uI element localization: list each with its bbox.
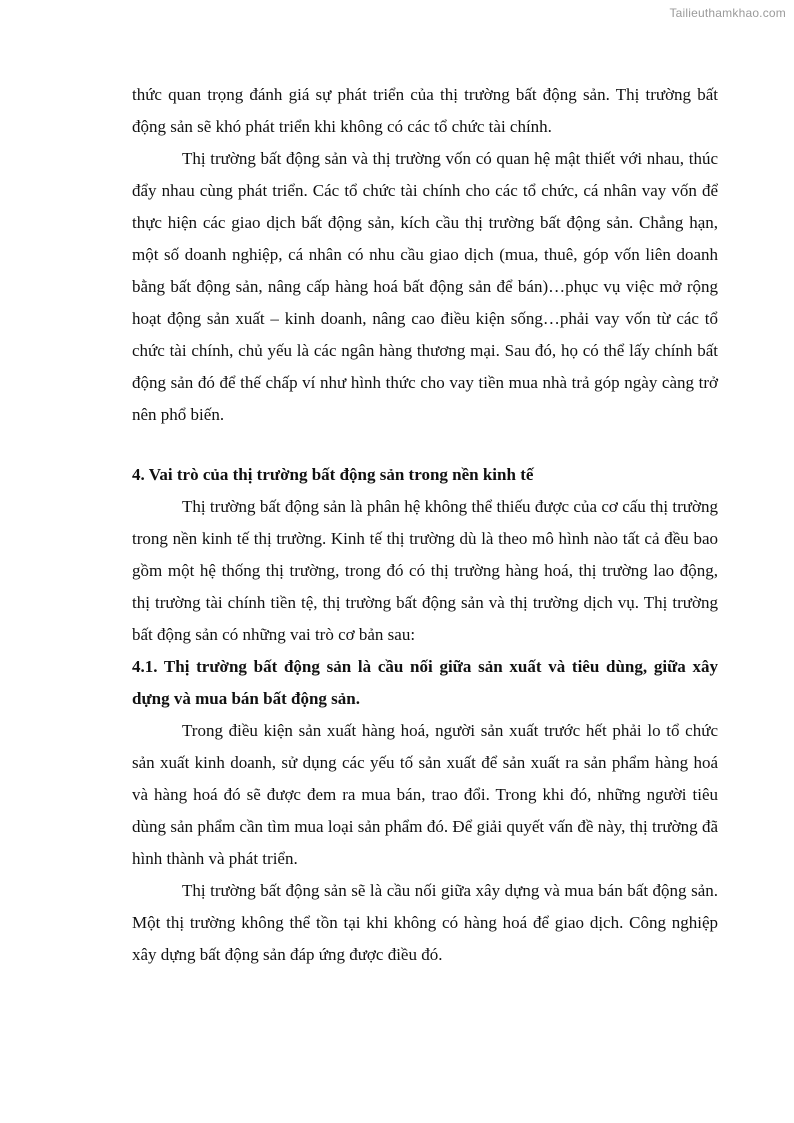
watermark-text: Tailieuthamkhao.com — [669, 6, 786, 20]
section-spacer — [132, 431, 718, 459]
subsection-heading-4-1: 4.1. Thị trường bất động sản là cầu nối giữa sản xuất và tiêu dùng, giữa xây dựng và mua bán bất động sản. — [132, 657, 718, 708]
paragraph-market-role: Thị trường bất động sản là phân hệ không thể thiếu được của cơ cấu thị trường trong nền kinh tế thị trường. Kinh tế thị trường dù là theo mô hình nào tất cả đều bao gồm một hệ thống thị trường, trong đó có thị trường hàng hoá, thị trường lao động, thị trường tài chính tiền tệ, thị trường bất động sản và thị trường dịch vụ. Thị trường bất động sản có những vai trò cơ bản sau: — [132, 497, 718, 644]
paragraph-construction-bridge: Thị trường bất động sản sẽ là cầu nối giữa xây dựng và mua bán bất động sản. Một thị trường không thể tồn tại khi không có hàng hoá để giao dịch. Công nghiệp xây dựng bất động sản đáp ứng được điều đó. — [132, 881, 718, 964]
paragraph-production-consumption: Trong điều kiện sản xuất hàng hoá, người sản xuất trước hết phải lo tổ chức sản xuất kinh doanh, sử dụng các yếu tố sản xuất để sản xuất ra sản phẩm hàng hoá và hàng hoá đó sẽ được đem ra mua bán, trao đổi. Trong khi đó, những người tiêu dùng sản phẩm cần tìm mua loại sản phẩm đó. Để giải quyết vấn đề này, thị trường đã hình thành và phát triển. — [132, 721, 718, 868]
document-body — [132, 79, 718, 971]
section-heading-4: 4. Vai trò của thị trường bất động sản trong nền kinh tế — [132, 465, 534, 484]
paragraph-continuation: thức quan trọng đánh giá sự phát triển của thị trường bất động sản. Thị trường bất động sản sẽ khó phát triển khi không có các tổ chức tài chính. — [132, 85, 718, 136]
paragraph-capital-market: Thị trường bất động sản và thị trường vốn có quan hệ mật thiết với nhau, thúc đẩy nhau cùng phát triển. Các tổ chức tài chính cho các tổ chức, cá nhân vay vốn để thực hiện các giao dịch bất động sản, kích cầu thị trường bất động sản. Chẳng hạn, một số doanh nghiệp, cá nhân có nhu cầu giao dịch (mua, thuê, góp vốn liên doanh bằng bất động sản, nâng cấp hàng hoá bất động sản để bán)…phục vụ việc mở rộng hoạt động sản xuất – kinh doanh, nâng cao điều kiện sống…phải vay vốn từ các tổ chức tài chính, chủ yếu là các ngân hàng thương mại. Sau đó, họ có thể lấy chính bất động sản đó để thế chấp ví như hình thức cho vay tiền mua nhà trả góp ngày càng trở nên phổ biến. — [132, 149, 718, 424]
